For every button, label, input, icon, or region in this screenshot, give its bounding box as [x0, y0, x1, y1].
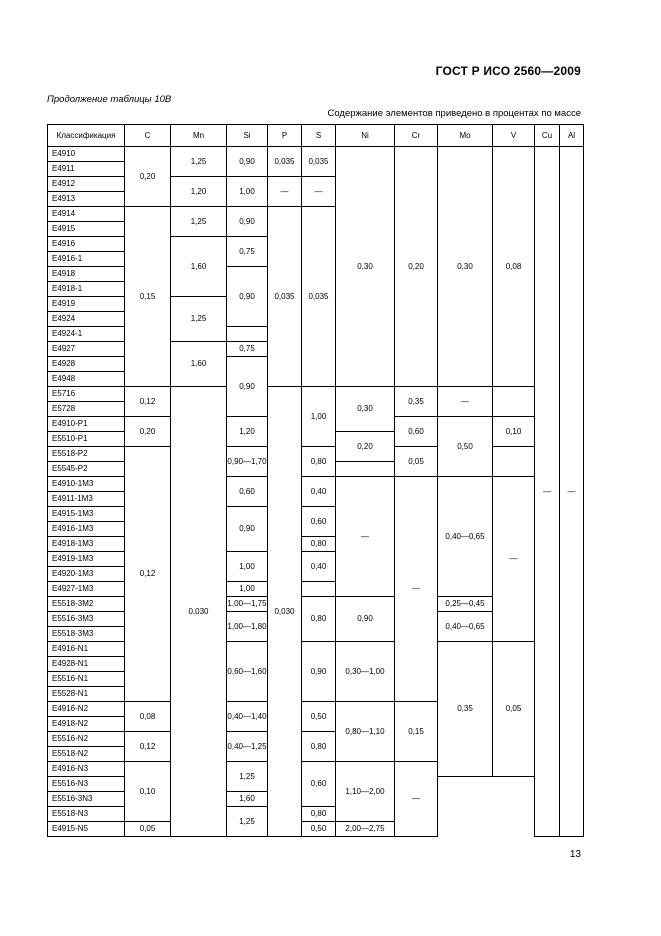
- classification-cell: E4927: [48, 342, 125, 357]
- value-cell: —: [560, 147, 584, 837]
- classification-cell: E5516-3N3: [48, 792, 125, 807]
- column-header: S: [302, 125, 336, 147]
- units-note: Содержание элементов приведено в процентах по массе: [327, 108, 581, 119]
- column-header: Cr: [395, 125, 438, 147]
- classification-cell: E4918: [48, 267, 125, 282]
- value-cell: 0,75: [227, 237, 268, 267]
- value-cell: 0,90: [227, 357, 268, 417]
- composition-table: [47, 124, 584, 837]
- classification-cell: E4919: [48, 297, 125, 312]
- classification-cell: E5728: [48, 402, 125, 417]
- value-cell: 0,50: [302, 702, 336, 732]
- value-cell: 0,60: [227, 477, 268, 507]
- column-header: Классификация: [48, 125, 125, 147]
- value-cell: 0,90—1,70: [227, 447, 268, 477]
- table-body: [48, 147, 584, 837]
- classification-cell: E4916-1M3: [48, 522, 125, 537]
- value-cell: 0,60: [395, 417, 438, 447]
- value-cell: 1,00: [227, 177, 268, 207]
- classification-cell: E4928: [48, 357, 125, 372]
- value-cell: 1,00: [227, 552, 268, 582]
- value-cell: 0,30: [336, 147, 395, 387]
- classification-cell: E4916-N2: [48, 702, 125, 717]
- table-row: [48, 387, 584, 402]
- value-cell: 0,30: [336, 387, 395, 432]
- value-cell: 0,12: [125, 732, 171, 762]
- value-cell: 0,08: [125, 702, 171, 732]
- classification-cell: E4920-1M3: [48, 567, 125, 582]
- column-header: Al: [560, 125, 584, 147]
- column-header: V: [493, 125, 535, 147]
- classification-cell: E5518-P2: [48, 447, 125, 462]
- value-cell: 0,60: [302, 762, 336, 807]
- value-cell: 1,25: [171, 147, 227, 177]
- classification-cell: E4916-N1: [48, 642, 125, 657]
- classification-cell: E4915-1M3: [48, 507, 125, 522]
- value-cell: 0,80: [302, 447, 336, 477]
- classification-cell: E5510-P1: [48, 432, 125, 447]
- classification-cell: E4911: [48, 162, 125, 177]
- classification-cell: E5516-N3: [48, 777, 125, 792]
- value-cell: 0,08: [493, 147, 535, 387]
- column-header: Mn: [171, 125, 227, 147]
- value-cell: 0,90: [227, 267, 268, 327]
- standard-title: ГОСТ Р ИСО 2560—2009: [435, 64, 581, 78]
- classification-cell: E4928-N1: [48, 657, 125, 672]
- value-cell: —: [302, 177, 336, 207]
- value-cell: —: [268, 177, 302, 207]
- classification-cell: E4948: [48, 372, 125, 387]
- value-cell: 0,20: [336, 432, 395, 462]
- value-cell: 2,00—2,75: [336, 822, 395, 837]
- value-cell: 0,50: [438, 417, 493, 477]
- value-cell: 0,90: [302, 642, 336, 702]
- value-cell: 0,35: [395, 387, 438, 417]
- value-cell: 0,12: [125, 387, 171, 417]
- classification-cell: E4911-1M3: [48, 492, 125, 507]
- classification-cell: E5516-N1: [48, 672, 125, 687]
- value-cell: 0,05: [125, 822, 171, 837]
- classification-cell: E4919-1M3: [48, 552, 125, 567]
- table-row: [48, 147, 584, 162]
- classification-cell: E4914: [48, 207, 125, 222]
- classification-cell: E4915-N5: [48, 822, 125, 837]
- value-cell: 0,20: [125, 147, 171, 207]
- value-cell: 1,00—1,80: [227, 612, 268, 642]
- value-cell: 0,15: [125, 207, 171, 387]
- value-cell: 0,40: [302, 477, 336, 507]
- value-cell: 0,40—0,65: [438, 612, 493, 642]
- classification-cell: E4916: [48, 237, 125, 252]
- value-cell: 0,40: [302, 552, 336, 582]
- column-header: C: [125, 125, 171, 147]
- value-cell: 1,10—2,00: [336, 762, 395, 822]
- classification-cell: E4912: [48, 177, 125, 192]
- value-cell: 1,00: [227, 582, 268, 597]
- classification-cell: E4910-1M3: [48, 477, 125, 492]
- value-cell: 0,10: [493, 417, 535, 447]
- classification-cell: E4924: [48, 312, 125, 327]
- column-header: Si: [227, 125, 268, 147]
- column-header: Mo: [438, 125, 493, 147]
- value-cell: 0,50: [302, 822, 336, 837]
- value-cell: 0,40—1,25: [227, 732, 268, 762]
- value-cell: 0,20: [395, 147, 438, 387]
- value-cell: 0,035: [302, 147, 336, 177]
- value-cell: 0,80: [302, 807, 336, 822]
- value-cell: 1,60: [227, 792, 268, 807]
- table-row: [48, 822, 584, 837]
- value-cell: 0,80: [302, 732, 336, 762]
- column-header: Cu: [535, 125, 560, 147]
- value-cell: 0,05: [395, 447, 438, 477]
- value-cell: 0,90: [227, 147, 268, 177]
- value-cell: 0,60: [302, 507, 336, 537]
- value-cell: —: [438, 387, 493, 417]
- value-cell: 0,90: [227, 507, 268, 552]
- value-cell: —: [535, 147, 560, 837]
- value-cell: 1,00: [302, 387, 336, 447]
- classification-cell: E5528-N1: [48, 687, 125, 702]
- value-cell: 0,20: [125, 417, 171, 447]
- value-cell: 0,80: [302, 597, 336, 642]
- value-cell: 0,030: [171, 387, 227, 837]
- value-cell: 1,60: [171, 237, 227, 297]
- value-cell: 0,030: [268, 387, 302, 837]
- classification-cell: E4918-1M3: [48, 537, 125, 552]
- value-cell: —: [395, 762, 438, 837]
- table-continuation-caption: Продолжение таблицы 10В: [47, 94, 172, 105]
- classification-cell: E4910: [48, 147, 125, 162]
- value-cell: 0,12: [125, 447, 171, 702]
- value-cell: 0,10: [125, 762, 171, 822]
- classification-cell: E4927-1M3: [48, 582, 125, 597]
- value-cell: 1,25: [227, 807, 268, 837]
- value-cell: 1,20: [171, 177, 227, 207]
- table-header-row: [48, 125, 584, 147]
- page-number: 13: [569, 849, 581, 860]
- classification-cell: E4913: [48, 192, 125, 207]
- value-cell: 0,25—0,45: [438, 597, 493, 612]
- value-cell: 1,00—1,75: [227, 597, 268, 612]
- value-cell: 0,05: [493, 642, 535, 777]
- value-cell: 0,035: [268, 147, 302, 177]
- value-cell: 0,15: [395, 702, 438, 762]
- value-cell: 0,35: [438, 642, 493, 777]
- value-cell: 0,40—1,40: [227, 702, 268, 732]
- classification-cell: E5518-3M2: [48, 597, 125, 612]
- column-header: Ni: [336, 125, 395, 147]
- classification-cell: E5516-3M3: [48, 612, 125, 627]
- value-cell: 0,90: [336, 597, 395, 642]
- value-cell: 1,60: [171, 342, 227, 387]
- value-cell: —: [336, 477, 395, 597]
- classification-cell: E4916-1: [48, 252, 125, 267]
- value-cell: 0,75: [227, 342, 268, 357]
- classification-cell: E5518-3M3: [48, 627, 125, 642]
- classification-cell: E5545-P2: [48, 462, 125, 477]
- value-cell: 1,25: [227, 762, 268, 792]
- classification-cell: E4918-1: [48, 282, 125, 297]
- column-header: P: [268, 125, 302, 147]
- classification-cell: E5516-N2: [48, 732, 125, 747]
- value-cell: 1,20: [227, 417, 268, 447]
- value-cell: 0,035: [302, 207, 336, 387]
- value-cell: 0,60—1,60: [227, 642, 268, 702]
- value-cell: 0,80: [302, 537, 336, 552]
- value-cell: —: [395, 477, 438, 702]
- classification-cell: E5716: [48, 387, 125, 402]
- classification-cell: E4918-N2: [48, 717, 125, 732]
- classification-cell: E5518-N2: [48, 747, 125, 762]
- classification-cell: E5518-N3: [48, 807, 125, 822]
- table-row: [48, 447, 584, 462]
- value-cell: 0,40—0,65: [438, 477, 493, 597]
- value-cell: 1,25: [171, 297, 227, 342]
- value-cell: —: [493, 477, 535, 642]
- value-cell: 0,90: [227, 207, 268, 237]
- classification-cell: E4915: [48, 222, 125, 237]
- value-cell: 0,80—1,10: [336, 702, 395, 762]
- value-cell: 1,25: [171, 207, 227, 237]
- classification-cell: E4910-P1: [48, 417, 125, 432]
- value-cell: 0,035: [268, 207, 302, 387]
- value-cell: 0,30—1,00: [336, 642, 395, 702]
- classification-cell: E4924-1: [48, 327, 125, 342]
- value-cell: 0,30: [438, 147, 493, 387]
- classification-cell: E4916-N3: [48, 762, 125, 777]
